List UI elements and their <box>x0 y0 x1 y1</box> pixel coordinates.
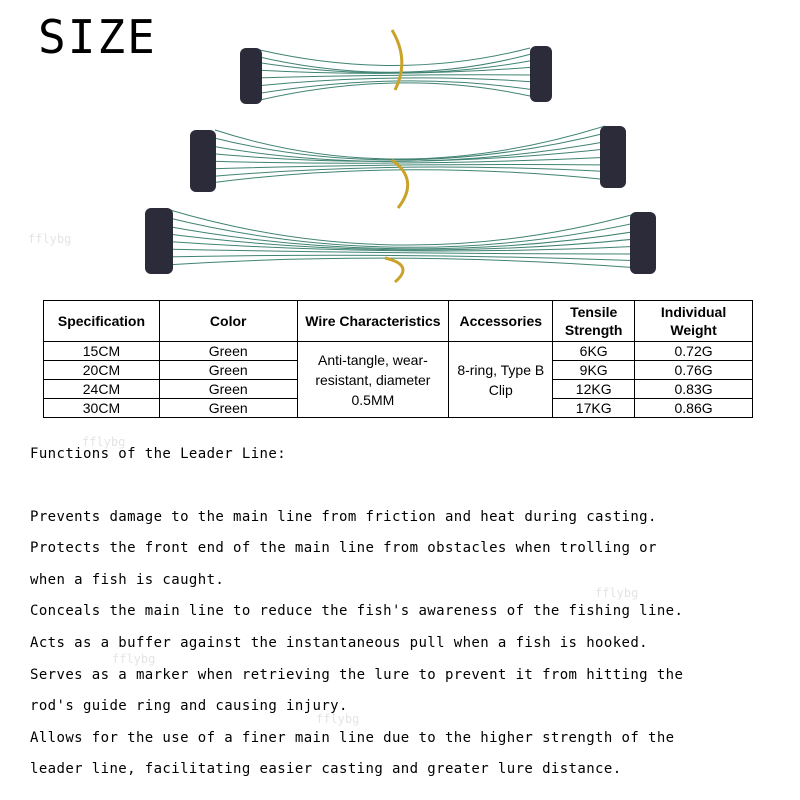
table-row <box>44 342 753 361</box>
table-header-row <box>44 301 753 342</box>
cell-wire-characteristics: Anti-tangle, wear-resistant, diameter 0.5MM <box>297 342 449 418</box>
function-line: Conceals the main line to reduce the fish's awareness of the fishing line. <box>30 603 684 619</box>
cell-strength: 9KG <box>553 361 635 380</box>
cell-weight: 0.83G <box>635 380 753 399</box>
header-individual-weight: Individual Weight <box>635 301 753 342</box>
header-wire-characteristics: Wire Characteristics <box>297 301 449 342</box>
cell-weight: 0.72G <box>635 342 753 361</box>
function-line: Serves as a marker when retrieving the lure to prevent it from hitting the <box>30 667 684 683</box>
watermark: fflybg <box>112 652 156 666</box>
cell-spec: 24CM <box>44 380 160 399</box>
cell-color: Green <box>159 361 297 380</box>
cell-spec: 30CM <box>44 399 160 418</box>
header-specification: Specification <box>44 301 160 342</box>
watermark: fflybg <box>82 435 126 449</box>
function-line: Prevents damage to the main line from friction and heat during casting. <box>30 509 657 525</box>
specification-table <box>43 300 753 418</box>
leader-line-bundles-image <box>130 20 670 295</box>
function-line: rod's guide ring and causing injury. <box>30 698 348 714</box>
bundle-long <box>145 208 656 282</box>
functions-heading: Functions of the Leader Line: <box>30 446 287 462</box>
cell-color: Green <box>159 342 297 361</box>
bundle-short <box>240 30 552 104</box>
header-color: Color <box>159 301 297 342</box>
function-line: leader line, facilitating easier casting and greater lure distance. <box>30 761 622 777</box>
cell-accessories: 8-ring, Type B Clip <box>449 342 553 418</box>
function-line: Allows for the use of a finer main line due to the higher strength of the <box>30 730 675 746</box>
header-accessories: Accessories <box>449 301 553 342</box>
cell-color: Green <box>159 399 297 418</box>
cell-strength: 12KG <box>553 380 635 399</box>
header-tensile-strength: Tensile Strength <box>553 301 635 342</box>
cell-weight: 0.76G <box>635 361 753 380</box>
watermark: fflybg <box>595 586 639 600</box>
cell-strength: 6KG <box>553 342 635 361</box>
bundle-medium <box>190 126 626 208</box>
cell-strength: 17KG <box>553 399 635 418</box>
cell-weight: 0.86G <box>635 399 753 418</box>
function-line: when a fish is caught. <box>30 572 225 588</box>
function-line: Acts as a buffer against the instantaneous pull when a fish is hooked. <box>30 635 649 651</box>
cell-spec: 15CM <box>44 342 160 361</box>
function-line: Protects the front end of the main line from obstacles when trolling or <box>30 540 657 556</box>
cell-color: Green <box>159 380 297 399</box>
watermark: fflybg <box>316 712 360 726</box>
cell-spec: 20CM <box>44 361 160 380</box>
watermark: fflybg <box>28 232 72 246</box>
page-title: SIZE <box>38 10 157 64</box>
